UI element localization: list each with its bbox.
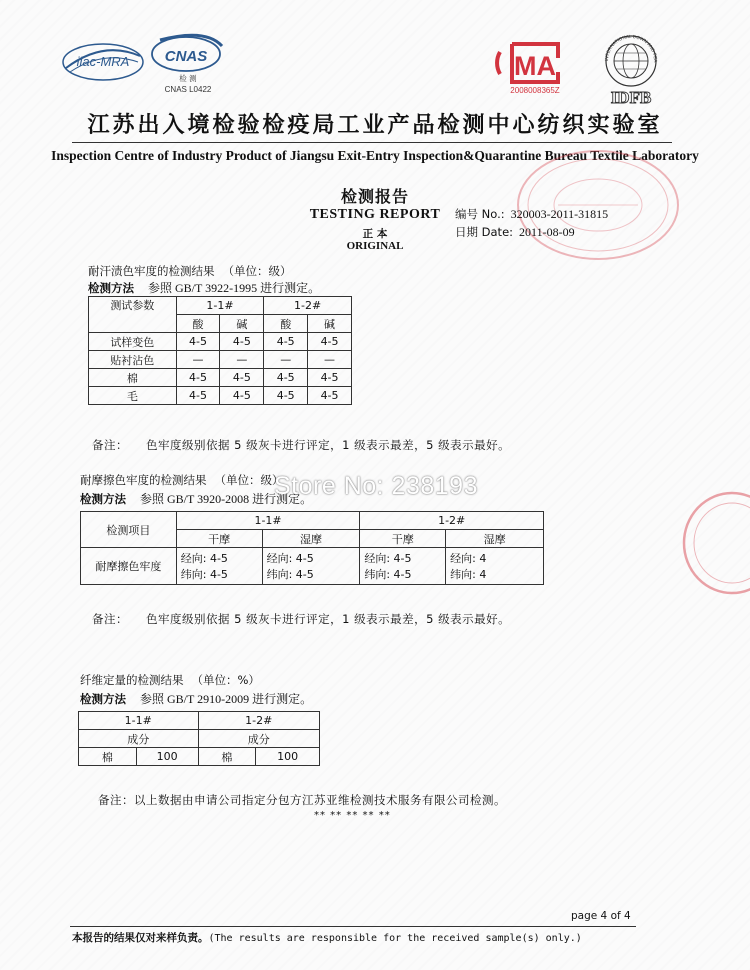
table-cell: — xyxy=(220,351,264,369)
section3-unit: （单位：%） xyxy=(191,673,260,687)
table-cell: 湿摩 xyxy=(262,530,360,548)
table-row xyxy=(89,333,352,351)
table-cell: 4-5 xyxy=(264,369,308,387)
table-cell: 贴衬沾色 xyxy=(89,351,177,369)
section1-method-label: 检测方法 xyxy=(88,281,134,295)
table-cell: 4-5 xyxy=(220,369,264,387)
table-row xyxy=(79,748,320,766)
section2-method-value: 参照 GB/T 3920-2008 进行测定。 xyxy=(140,492,313,506)
section1-note-text: 色牢度级别依据 5 级灰卡进行评定，1 级表示最差，5 级表示最好。 xyxy=(146,438,511,452)
rubbing-table xyxy=(80,511,544,585)
footer-en: (The results are responsible for the received sample(s) only.) xyxy=(208,933,582,944)
cell-line: 经向: 4-5 xyxy=(266,552,314,565)
section3-note-text: 以上数据由申请公司指定分包方江苏亚维检测技术服务有限公司检测。 xyxy=(134,793,506,807)
ilac-text: ilac-MRA xyxy=(76,54,130,69)
table-cell: 4-5 xyxy=(220,333,264,351)
report-number xyxy=(455,206,608,222)
section2-note-label: 备注： xyxy=(92,612,128,626)
table-cell: 毛 xyxy=(89,387,177,405)
table-cell: 湿摩 xyxy=(446,530,544,548)
section3-note xyxy=(98,792,506,808)
table-cell: 酸 xyxy=(176,315,220,333)
table-row xyxy=(89,369,352,387)
table-cell: 棉 xyxy=(79,748,137,766)
copy-label-en: ORIGINAL xyxy=(346,240,404,252)
cma-logo xyxy=(494,38,576,96)
section1-method xyxy=(88,279,320,296)
cell-line: 经向: 4 xyxy=(450,552,487,565)
edge-seal-stamp xyxy=(662,488,750,598)
table-row xyxy=(89,387,352,405)
header-rule xyxy=(72,142,672,143)
table-cell: 耐摩擦色牢度 xyxy=(81,548,177,585)
footer-cn: 本报告的结果仅对来样负责。 xyxy=(72,932,209,944)
table-cell: 酸 xyxy=(264,315,308,333)
table-row xyxy=(89,297,352,315)
footer-rule xyxy=(70,926,636,927)
section3-method-value: 参照 GB/T 2910-2009 进行测定。 xyxy=(140,692,313,706)
table-cell: — xyxy=(176,351,220,369)
cell-line: 纬向: 4-5 xyxy=(266,568,314,581)
cnas-code-text: CNAS L0422 xyxy=(164,85,212,94)
table-cell: — xyxy=(264,351,308,369)
cell-line: 纬向: 4 xyxy=(450,568,487,581)
report-date-value: 2011-08-09 xyxy=(519,225,575,239)
section2-note xyxy=(92,611,510,627)
store-watermark: Store No: 238193 xyxy=(274,472,478,500)
table-row xyxy=(79,712,320,730)
table-cell: 棉 xyxy=(89,369,177,387)
idfb-logo xyxy=(598,34,664,106)
table-cell: 成分 xyxy=(198,730,320,748)
table-row xyxy=(89,351,352,369)
report-title-en: TESTING REPORT xyxy=(309,207,441,222)
cnas-sub-text: 检 测 xyxy=(179,74,197,83)
report-date xyxy=(455,224,575,240)
table-cell: — xyxy=(308,351,352,369)
table-cell: 4-5 xyxy=(264,387,308,405)
section3-note-label: 备注： xyxy=(98,793,134,807)
table-cell: 4-5 xyxy=(176,333,220,351)
table-cell: 1-1# xyxy=(79,712,199,730)
section3-title: 纤维定量的检测结果 xyxy=(80,673,184,687)
table-cell: 碱 xyxy=(220,315,264,333)
copy-label-cn: 正 本 xyxy=(362,228,388,240)
cnas-text: CNAS xyxy=(164,48,208,65)
table-cell: 棉 xyxy=(198,748,256,766)
section1-title: 耐汗渍色牢度的检测结果 xyxy=(88,264,215,278)
footer-disclaimer xyxy=(72,930,582,945)
cell-line: 纬向: 4-5 xyxy=(364,568,412,581)
table-cell: 4-5 xyxy=(308,333,352,351)
table-cell: 4-5 xyxy=(264,333,308,351)
ilac-mra-logo xyxy=(60,32,146,94)
cell-line: 经向: 4-5 xyxy=(364,552,412,565)
section2-method-label: 检测方法 xyxy=(80,492,126,506)
table-row xyxy=(79,730,320,748)
table-cell: 1-2# xyxy=(264,297,352,315)
table-cell: 干摩 xyxy=(360,530,446,548)
table-cell: 成分 xyxy=(79,730,199,748)
ma-code-text: 2008008365Z xyxy=(510,86,560,95)
table-cell: 1-1# xyxy=(176,297,264,315)
report-number-value: 320003-2011-31815 xyxy=(510,207,609,221)
section3-heading xyxy=(80,672,260,688)
table-cell xyxy=(262,548,360,585)
table-cell: 4-5 xyxy=(176,387,220,405)
table-row xyxy=(81,548,544,585)
cell-line: 经向: 4-5 xyxy=(180,552,228,565)
table-cell xyxy=(446,548,544,585)
section1-note xyxy=(92,437,510,453)
section1-method-value: 参照 GB/T 3922-1995 进行测定。 xyxy=(148,281,321,295)
report-date-label: 日期 Date: xyxy=(455,225,514,239)
cnas-logo xyxy=(146,30,230,96)
section2-title: 耐摩擦色牢度的检测结果 xyxy=(80,473,207,487)
section3-method xyxy=(80,690,312,707)
table-cell: 1-2# xyxy=(360,512,544,530)
section1-heading xyxy=(88,263,292,279)
table-cell: 100 xyxy=(136,748,198,766)
table-cell xyxy=(360,548,446,585)
section2-note-text: 色牢度级别依据 5 级灰卡进行评定，1 级表示最差，5 级表示最好。 xyxy=(146,612,511,626)
table-cell: 4-5 xyxy=(176,369,220,387)
section1-note-label: 备注： xyxy=(92,438,128,452)
perspiration-table xyxy=(88,296,352,405)
table-cell: 4-5 xyxy=(308,387,352,405)
table-cell: 1-2# xyxy=(198,712,320,730)
report-number-label: 编号 No.: xyxy=(455,207,505,221)
fiber-content-table xyxy=(78,711,320,766)
table-cell: 碱 xyxy=(308,315,352,333)
table-cell: 4-5 xyxy=(308,369,352,387)
section2-unit: （单位：级） xyxy=(214,473,284,487)
table-cell: 测试参数 xyxy=(89,297,177,333)
page-number: page 4 of 4 xyxy=(571,910,631,922)
table-row xyxy=(81,512,544,530)
idfb-ring-text: INTERNATIONAL DOWN AND FEA xyxy=(603,34,659,63)
table-cell: 1-1# xyxy=(176,512,360,530)
table-cell xyxy=(176,548,262,585)
cell-line: 纬向: 4-5 xyxy=(180,568,228,581)
section2-heading xyxy=(80,472,284,488)
table-cell: 检测项目 xyxy=(81,512,177,548)
table-cell: 4-5 xyxy=(220,387,264,405)
table-cell: 100 xyxy=(256,748,320,766)
end-marker: ** ** ** ** ** xyxy=(314,810,391,821)
table-cell: 干摩 xyxy=(176,530,262,548)
report-title-cn: 检测报告 xyxy=(340,187,409,206)
lab-title-cn: 江苏出入境检验检疫局工业产品检测中心纺织实验室 xyxy=(87,113,663,138)
table-cell: 试样变色 xyxy=(89,333,177,351)
ma-text: MA xyxy=(514,51,556,81)
lab-title-en: Inspection Centre of Industry Product of Jiangsu Exit-Entry Inspection&Quarantine Bureau Textile Laboratory xyxy=(51,148,699,163)
svg-text:INTERNATIONAL DOWN AND FEATHER xyxy=(598,34,658,63)
idfb-text: IDFB xyxy=(610,88,652,106)
section1-unit: （单位：级） xyxy=(222,264,292,278)
section3-method-label: 检测方法 xyxy=(80,692,126,706)
